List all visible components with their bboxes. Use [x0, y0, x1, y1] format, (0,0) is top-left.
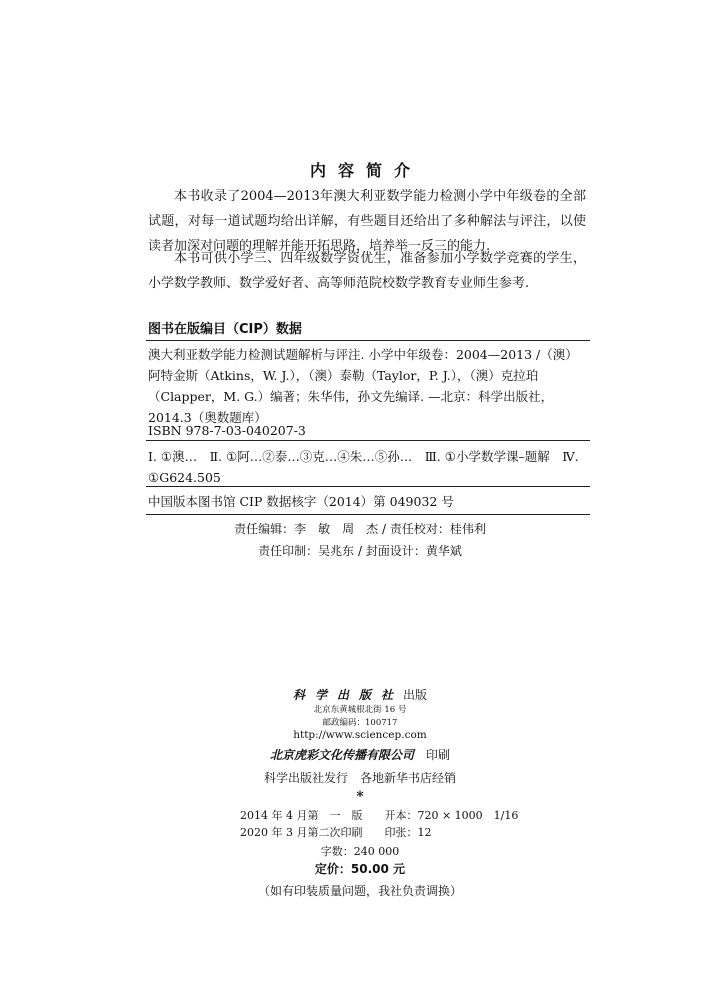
publisher-url: http://www.sciencep.com — [293, 729, 427, 741]
separator-asterisk: * — [356, 789, 364, 805]
publisher-postcode: 邮政编码：100717 — [322, 718, 398, 728]
publisher-line — [0, 686, 720, 703]
quality-notice: （如有印装质量问题，我社负责调换） — [257, 884, 462, 898]
cip-divider-rule — [146, 440, 590, 441]
publisher-address: 北京东黄城根北街 16 号 — [313, 705, 407, 715]
summary-paragraph-1: 本书收录了2004—2013年澳大利亚数学能力检测小学中年级卷的全部试题，对每一道试题均给出详解，有些题目还给出了多种解法与评注，以使读者加深对问题的理解并能开拓思路，培养举一反三的能力. — [148, 189, 586, 254]
price: 定价：50.00 元 — [314, 862, 406, 876]
cip-record: 澳大利亚数学能力检测试题解析与评注. 小学中年级卷：2004—2013 /（澳）阿特金斯（Atkins，W. J.），（澳）泰勒（Taylor，P. J.），（澳）克拉珀（Clapper，M. G.）编著；朱华伟，孙文先编译. —北京：科学出版社，2014.3（奥数题库） — [148, 347, 578, 425]
cip-bottom-rule — [146, 514, 590, 515]
distribution-line: 科学出版社发行 各地新华书店经销 — [263, 771, 456, 785]
printing-info: 2020 年 3 月第二次印刷 印张：12 — [240, 826, 432, 839]
printer-suffix: 印刷 — [426, 748, 451, 762]
summary-paragraph-2: 本书可供小学三、四年级数学资优生，准备参加小学数学竞赛的学生，小学数学教师、数学爱好者、高等师范院校数学教育专业师生参考. — [148, 251, 586, 291]
summary-title: 内容简介 — [309, 161, 422, 180]
printer-name: 北京虎彩文化传播有限公司 — [269, 748, 414, 762]
edition-info: 2014 年 4 月第 一 版 开本：720 × 1000 1/16 — [240, 809, 519, 822]
cip-classification: Ⅰ. ①澳… Ⅱ. ①阿…②泰…③克…④朱…⑤孙… Ⅲ. ①小学数学课–题解 Ⅳ. ①G624.505 — [148, 449, 579, 485]
word-count: 字数：240 000 — [320, 845, 400, 858]
cip-divider-rule — [146, 486, 590, 487]
cip-top-rule — [146, 340, 590, 341]
production-credits: 责任印制：吴兆东 / 封面设计：黄华斌 — [258, 544, 462, 558]
printer-line — [0, 746, 720, 763]
cip-data-number: 中国版本图书馆 CIP 数据核字（2014）第 049032 号 — [148, 494, 454, 509]
publisher-name: 科学出版社 — [292, 688, 403, 702]
editor-credits: 责任编辑：李 敏 周 杰 / 责任校对：桂伟利 — [234, 522, 486, 536]
publisher-suffix: 出版 — [403, 688, 428, 702]
cip-heading: 图书在版编目（CIP）数据 — [148, 322, 302, 337]
cip-isbn: ISBN 978-7-03-040207-3 — [148, 423, 306, 438]
